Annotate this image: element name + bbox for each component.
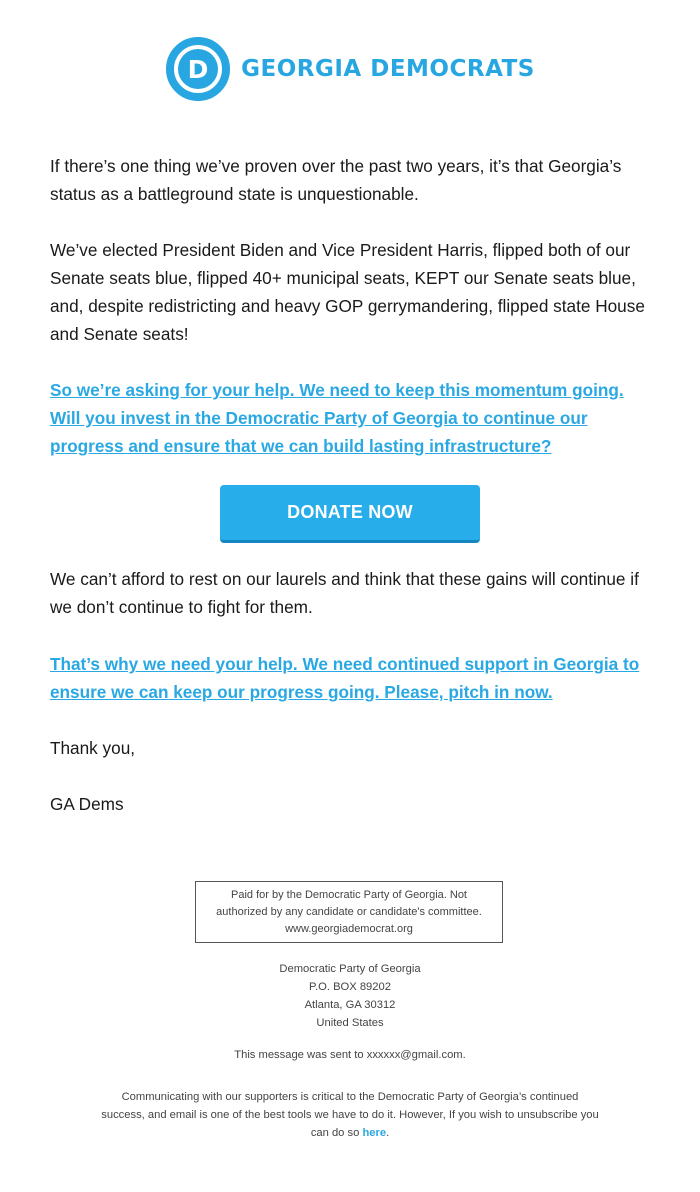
- body-paragraph-2: We’ve elected President Biden and Vice President Harris, flipped both of our Senate seats blue, flipped 40+ municipal seats, KEPT our Senate seats blue, and, despite redistricting and heavy GOP gerrymandering, flipped state House and Senate seats!: [50, 240, 645, 344]
- unsubscribe-link[interactable]: here: [362, 1127, 387, 1139]
- donate-button-wrapper: [220, 485, 480, 543]
- sign-off: Thank you,: [50, 738, 136, 758]
- sent-to-email: xxxxxx@gmail.com.: [366, 1049, 466, 1061]
- body-section-3: [50, 650, 654, 706]
- address-line-1: Democratic Party of Georgia: [279, 963, 421, 975]
- donate-now-button[interactable]: DONATE NOW: [220, 485, 480, 543]
- body-paragraph-1: If there’s one thing we’ve proven over the past two years, it’s that Georgia’s status as a battleground state is unquestionable.: [50, 156, 622, 204]
- email-header: [0, 35, 700, 103]
- sent-to-prefix: This message was sent to: [234, 1049, 367, 1061]
- paid-for-line-2: authorized by any candidate or candidate's committee.: [216, 906, 482, 918]
- sign-off-section: [50, 734, 654, 762]
- cta-link-invest[interactable]: So we’re asking for your help. We need to keep this momentum going. Will you invest in the Democratic Party of Georgia to continue our progress and ensure that we can build lasting infrastructure?: [50, 380, 624, 456]
- body-paragraph-3: We can’t afford to rest on our laurels and think that these gains will continue if we don’t continue to fight for them.: [50, 569, 639, 617]
- disclaimer-text: Communicating with our supporters is critical to the Democratic Party of Georgia’s continued success, and email is one of the best tools we have to do it. However, If you wish to unsubscribe you can do so: [101, 1091, 599, 1139]
- cta-link-pitch-in[interactable]: That’s why we need your help. We need continued support in Georgia to ensure we can keep our progress going. Please, pitch in now.: [50, 654, 640, 702]
- disclaimer-period: .: [386, 1127, 390, 1139]
- logo-letter: D: [187, 55, 209, 84]
- body-section-2: [50, 565, 654, 621]
- democrats-logo-icon: [165, 36, 231, 102]
- paid-for-line-3: www.georgiademocrat.org: [285, 923, 413, 935]
- paid-for-disclaimer-box: [195, 881, 503, 943]
- email-body: [50, 152, 654, 460]
- mailing-address: [0, 960, 700, 1032]
- org-name: GEORGIA DEMOCRATS: [241, 56, 535, 82]
- address-line-3: Atlanta, GA 30312: [304, 999, 396, 1011]
- signature: GA Dems: [50, 794, 124, 814]
- unsubscribe-disclaimer: [100, 1088, 600, 1142]
- sent-to-line: [0, 1046, 700, 1064]
- signature-section: [50, 790, 654, 818]
- paid-for-line-1: Paid for by the Democratic Party of Georgia. Not: [231, 889, 467, 901]
- address-line-4: United States: [316, 1017, 384, 1029]
- address-line-2: P.O. BOX 89202: [309, 981, 391, 993]
